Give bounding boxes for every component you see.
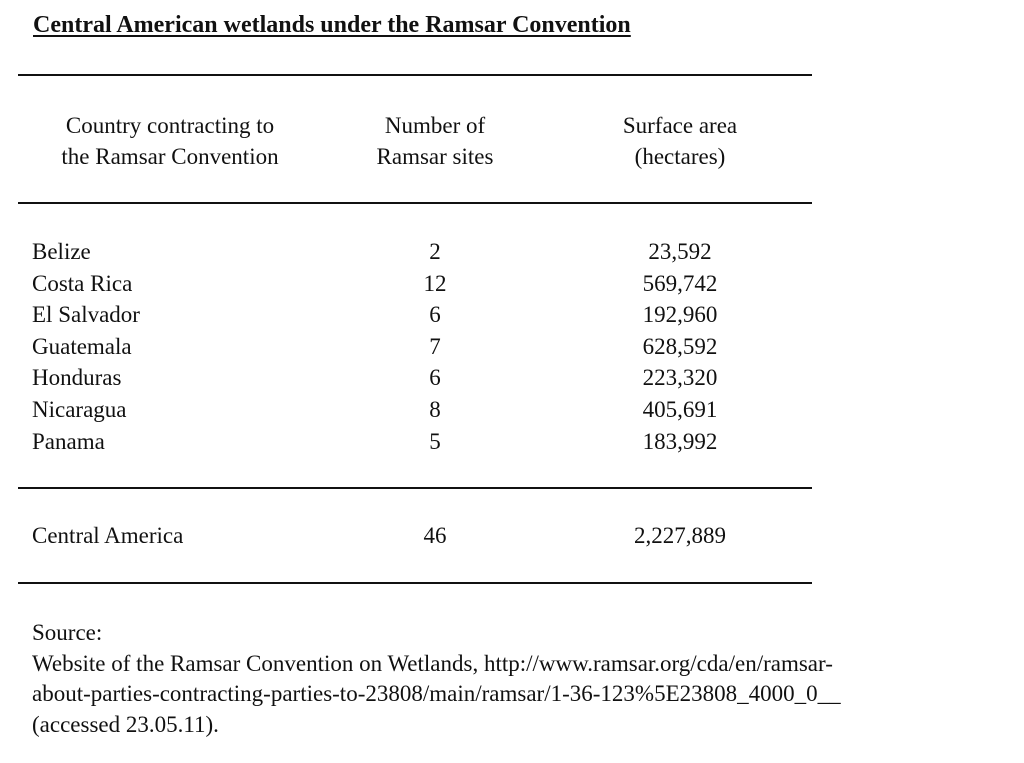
area-cell: 23,592 [648, 239, 712, 264]
sites-cell: 6 [429, 302, 441, 328]
bottom-rule [18, 582, 812, 584]
source-line: Website of the Ramsar Convention on Wetlands, http://www.ramsar.org/cda/en/ramsar- [32, 650, 833, 676]
sites-cell: 12 [423, 270, 447, 296]
source-line: (accessed 23.05.11). [32, 711, 219, 737]
source-note [32, 618, 1017, 740]
total-area-cell: 2,227,889 [634, 523, 726, 548]
country-cell: Nicaragua [32, 396, 127, 422]
sites-cell: 8 [429, 396, 441, 422]
source-line: about-parties-contracting-parties-to-23808/main/ramsar/1-36-123%5E23808_4000_0__ [32, 681, 841, 706]
table-row [0, 331, 820, 363]
table-row [0, 394, 820, 426]
area-cell: 569,742 [642, 270, 718, 296]
area-cell: 183,992 [642, 428, 718, 454]
header-number-of-sites: Number of Ramsar sites [376, 113, 494, 169]
country-cell: Costa Rica [32, 270, 133, 296]
body-rule [18, 487, 812, 489]
table-title: Central American wetlands under the Ramsar Convention [33, 12, 631, 38]
source-label: Source: [32, 620, 103, 645]
sites-cell: 2 [429, 239, 441, 264]
area-cell: 405,691 [642, 396, 718, 422]
sites-cell: 7 [429, 333, 441, 359]
header-country: Country contracting to the Ramsar Convention [61, 113, 279, 169]
country-cell: Honduras [32, 365, 122, 391]
total-row [0, 520, 820, 552]
table-row [0, 299, 820, 331]
sites-cell: 6 [429, 365, 441, 391]
table-body [0, 236, 820, 457]
country-cell: Belize [32, 239, 91, 264]
country-cell: Guatemala [32, 333, 132, 359]
header-surface-area: Surface area (hectares) [622, 113, 738, 169]
table-row [0, 236, 820, 268]
table-row [0, 362, 820, 394]
area-cell: 223,320 [642, 365, 718, 391]
table-row [0, 426, 820, 458]
total-sites-cell: 46 [423, 523, 447, 548]
country-cell: Panama [32, 428, 105, 454]
area-cell: 192,960 [642, 302, 718, 328]
header-rule [18, 202, 812, 204]
country-cell: El Salvador [32, 302, 140, 328]
total-country-cell: Central America [32, 523, 184, 548]
area-cell: 628,592 [642, 333, 718, 359]
sites-cell: 5 [429, 428, 441, 454]
top-rule [18, 74, 812, 76]
table-row [0, 268, 820, 300]
